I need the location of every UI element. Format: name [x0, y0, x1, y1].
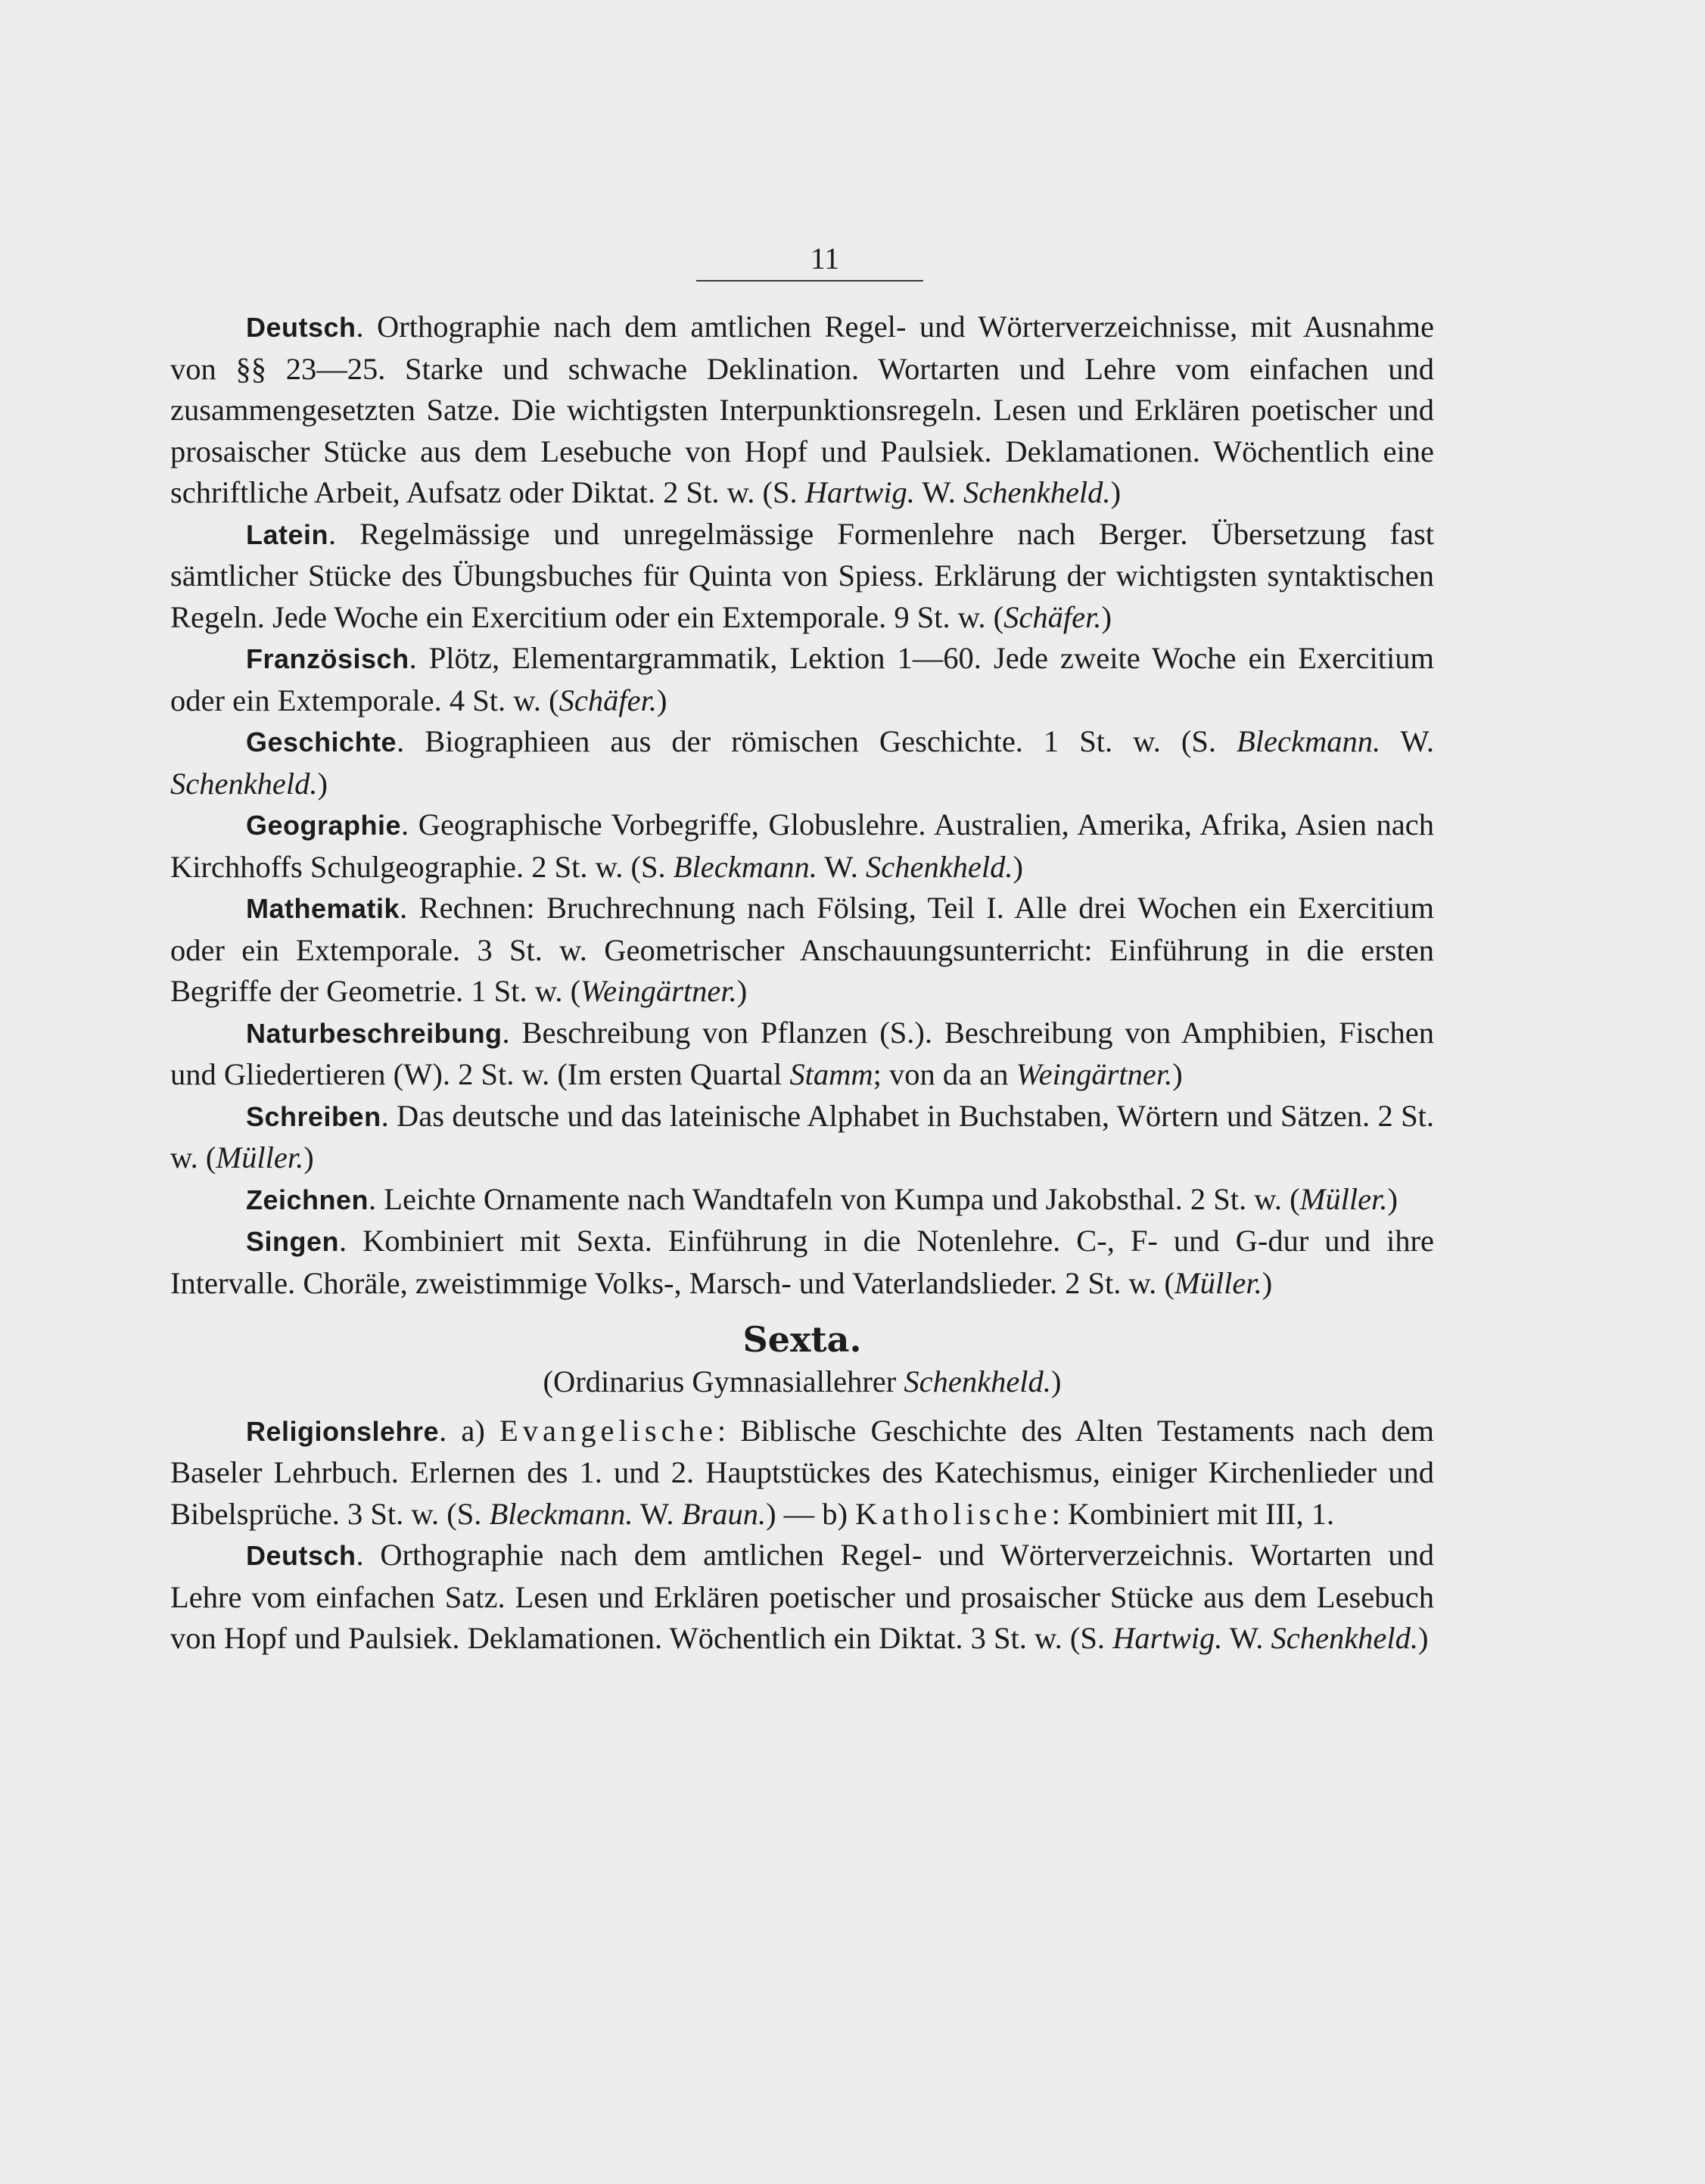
subject-heading: Naturbeschreibung	[246, 1017, 502, 1049]
subject-heading: Geographie	[246, 810, 402, 841]
subject-heading: Latein	[246, 518, 329, 550]
paragraph-geographie: Geographie. Geographische Vorbegriffe, Globuslehre. Australien, Amerika, Afrika, Asien nach Kirchhoffs Schulgeographie. 2 St. w. (S. Bleckmann. W. Schenkheld.)	[170, 807, 1434, 884]
subject-heading: Deutsch	[246, 312, 356, 343]
paragraph-deutsch-sexta: Deutsch. Orthographie nach dem amtlichen Regel- und Wörterverzeichnis. Wortarten und Lehre vom einfachen Satz. Lesen und Erklären poetischer und prosaischer Stücke aus dem Lesebuch von Hopf und Paulsiek. Deklamationen. Wöchentlich ein Diktat. 3 St. w. (S. Hartwig. W. Schenkheld.)	[170, 1538, 1434, 1655]
paragraph-zeichnen: Zeichnen. Leichte Ornamente nach Wandtafeln von Kumpa und Jakobsthal. 2 St. w. (Müller.)	[246, 1181, 1398, 1216]
paragraph-franzoesisch: Französisch. Plötz, Elementargrammatik, Lektion 1—60. Jede zweite Woche ein Exercitium oder ein Extemporale. 4 St. w. (Schäfer.)	[170, 641, 1434, 717]
ordinarius-line: (Ordinarius Gymnasiallehrer Schenkheld.)	[543, 1364, 1062, 1398]
subject-heading: Schreiben	[246, 1100, 381, 1132]
subject-heading: Singen	[246, 1226, 340, 1257]
subject-heading: Religionslehre	[246, 1415, 440, 1447]
paragraph-naturbeschreibung: Naturbeschreibung. Beschreibung von Pflanzen (S.). Beschreibung von Amphibien, Fischen und Gliedertieren (W). 2 St. w. (Im ersten Quartal Stamm; von da an Weingärtner.)	[170, 1015, 1434, 1091]
paragraph-deutsch-quinta: Deutsch. Orthographie nach dem amtlichen Regel- und Wörterverzeichnisse, mit Ausnahme von §§ 23—25. Starke und schwache Deklination. Wortarten und Lehre vom einfachen und zusammengesetzten Satze. Die wichtigsten Interpunktionsregeln. Lesen und Erklären poetischer und prosaischer Stücke aus dem Lesebuche von Hopf und Paulsiek. Deklamationen. Wöchentlich eine schriftliche Arbeit, Aufsatz oder Diktat. 2 St. w. (S. Hartwig. W. Schenkheld.)	[170, 310, 1434, 509]
paragraph-schreiben: Schreiben. Das deutsche und das lateinische Alphabet in Buchstaben, Wörtern und Sätzen. 2 St. w. (Müller.)	[170, 1098, 1434, 1174]
paragraph-latein: Latein. Regelmässige und unregelmässige Formenlehre nach Berger. Übersetzung fast sämtlicher Stücke des Übungsbuches für Quinta von Spiess. Erklärung der wichtigsten syntaktischen Regeln. Jede Woche ein Exercitium oder ein Extemporale. 9 St. w. (Schäfer.)	[170, 516, 1434, 634]
section-title-sexta: Sexta.	[742, 1319, 862, 1360]
paragraph-geschichte: Geschichte. Biographieen aus der römischen Geschichte. 1 St. w. (S. Bleckmann. W. Schenkheld.)	[170, 724, 1434, 801]
body-text	[170, 306, 1434, 1660]
subject-heading: Geschichte	[246, 726, 397, 758]
subject-heading: Zeichnen	[246, 1184, 369, 1215]
page-number: 11	[810, 241, 840, 275]
paragraph-mathematik: Mathematik. Rechnen: Bruchrechnung nach Fölsing, Teil I. Alle drei Wochen ein Exercitium oder ein Extemporale. 3 St. w. Geometrischer Anschauungsunterricht: Einführung in die ersten Begriffe der Geometrie. 1 St. w. (Weingärtner.)	[170, 891, 1434, 1008]
paragraph-religionslehre: Religionslehre. a) Evangelische: Biblische Geschichte des Alten Testaments nach dem Baseler Lehrbuch. Erlernen des 1. und 2. Hauptstückes des Katechismus, einiger Kirchenlieder und Bibelsprüche. 3 St. w. (S. Bleckmann. W. Braun.) — b) Katholische: Kombiniert mit III, 1.	[170, 1413, 1434, 1531]
paragraph-singen: Singen. Kombiniert mit Sexta. Einführung in die Notenlehre. C-, F- und G-dur und ihre Intervalle. Choräle, zweistimmige Volks-, Marsch- und Vaterlandslieder. 2 St. w. (Müller.)	[170, 1224, 1434, 1300]
page-number-rule	[696, 280, 923, 282]
subject-heading: Deutsch	[246, 1540, 356, 1571]
subject-heading: Mathematik	[246, 893, 400, 924]
subject-heading: Französisch	[246, 643, 409, 674]
